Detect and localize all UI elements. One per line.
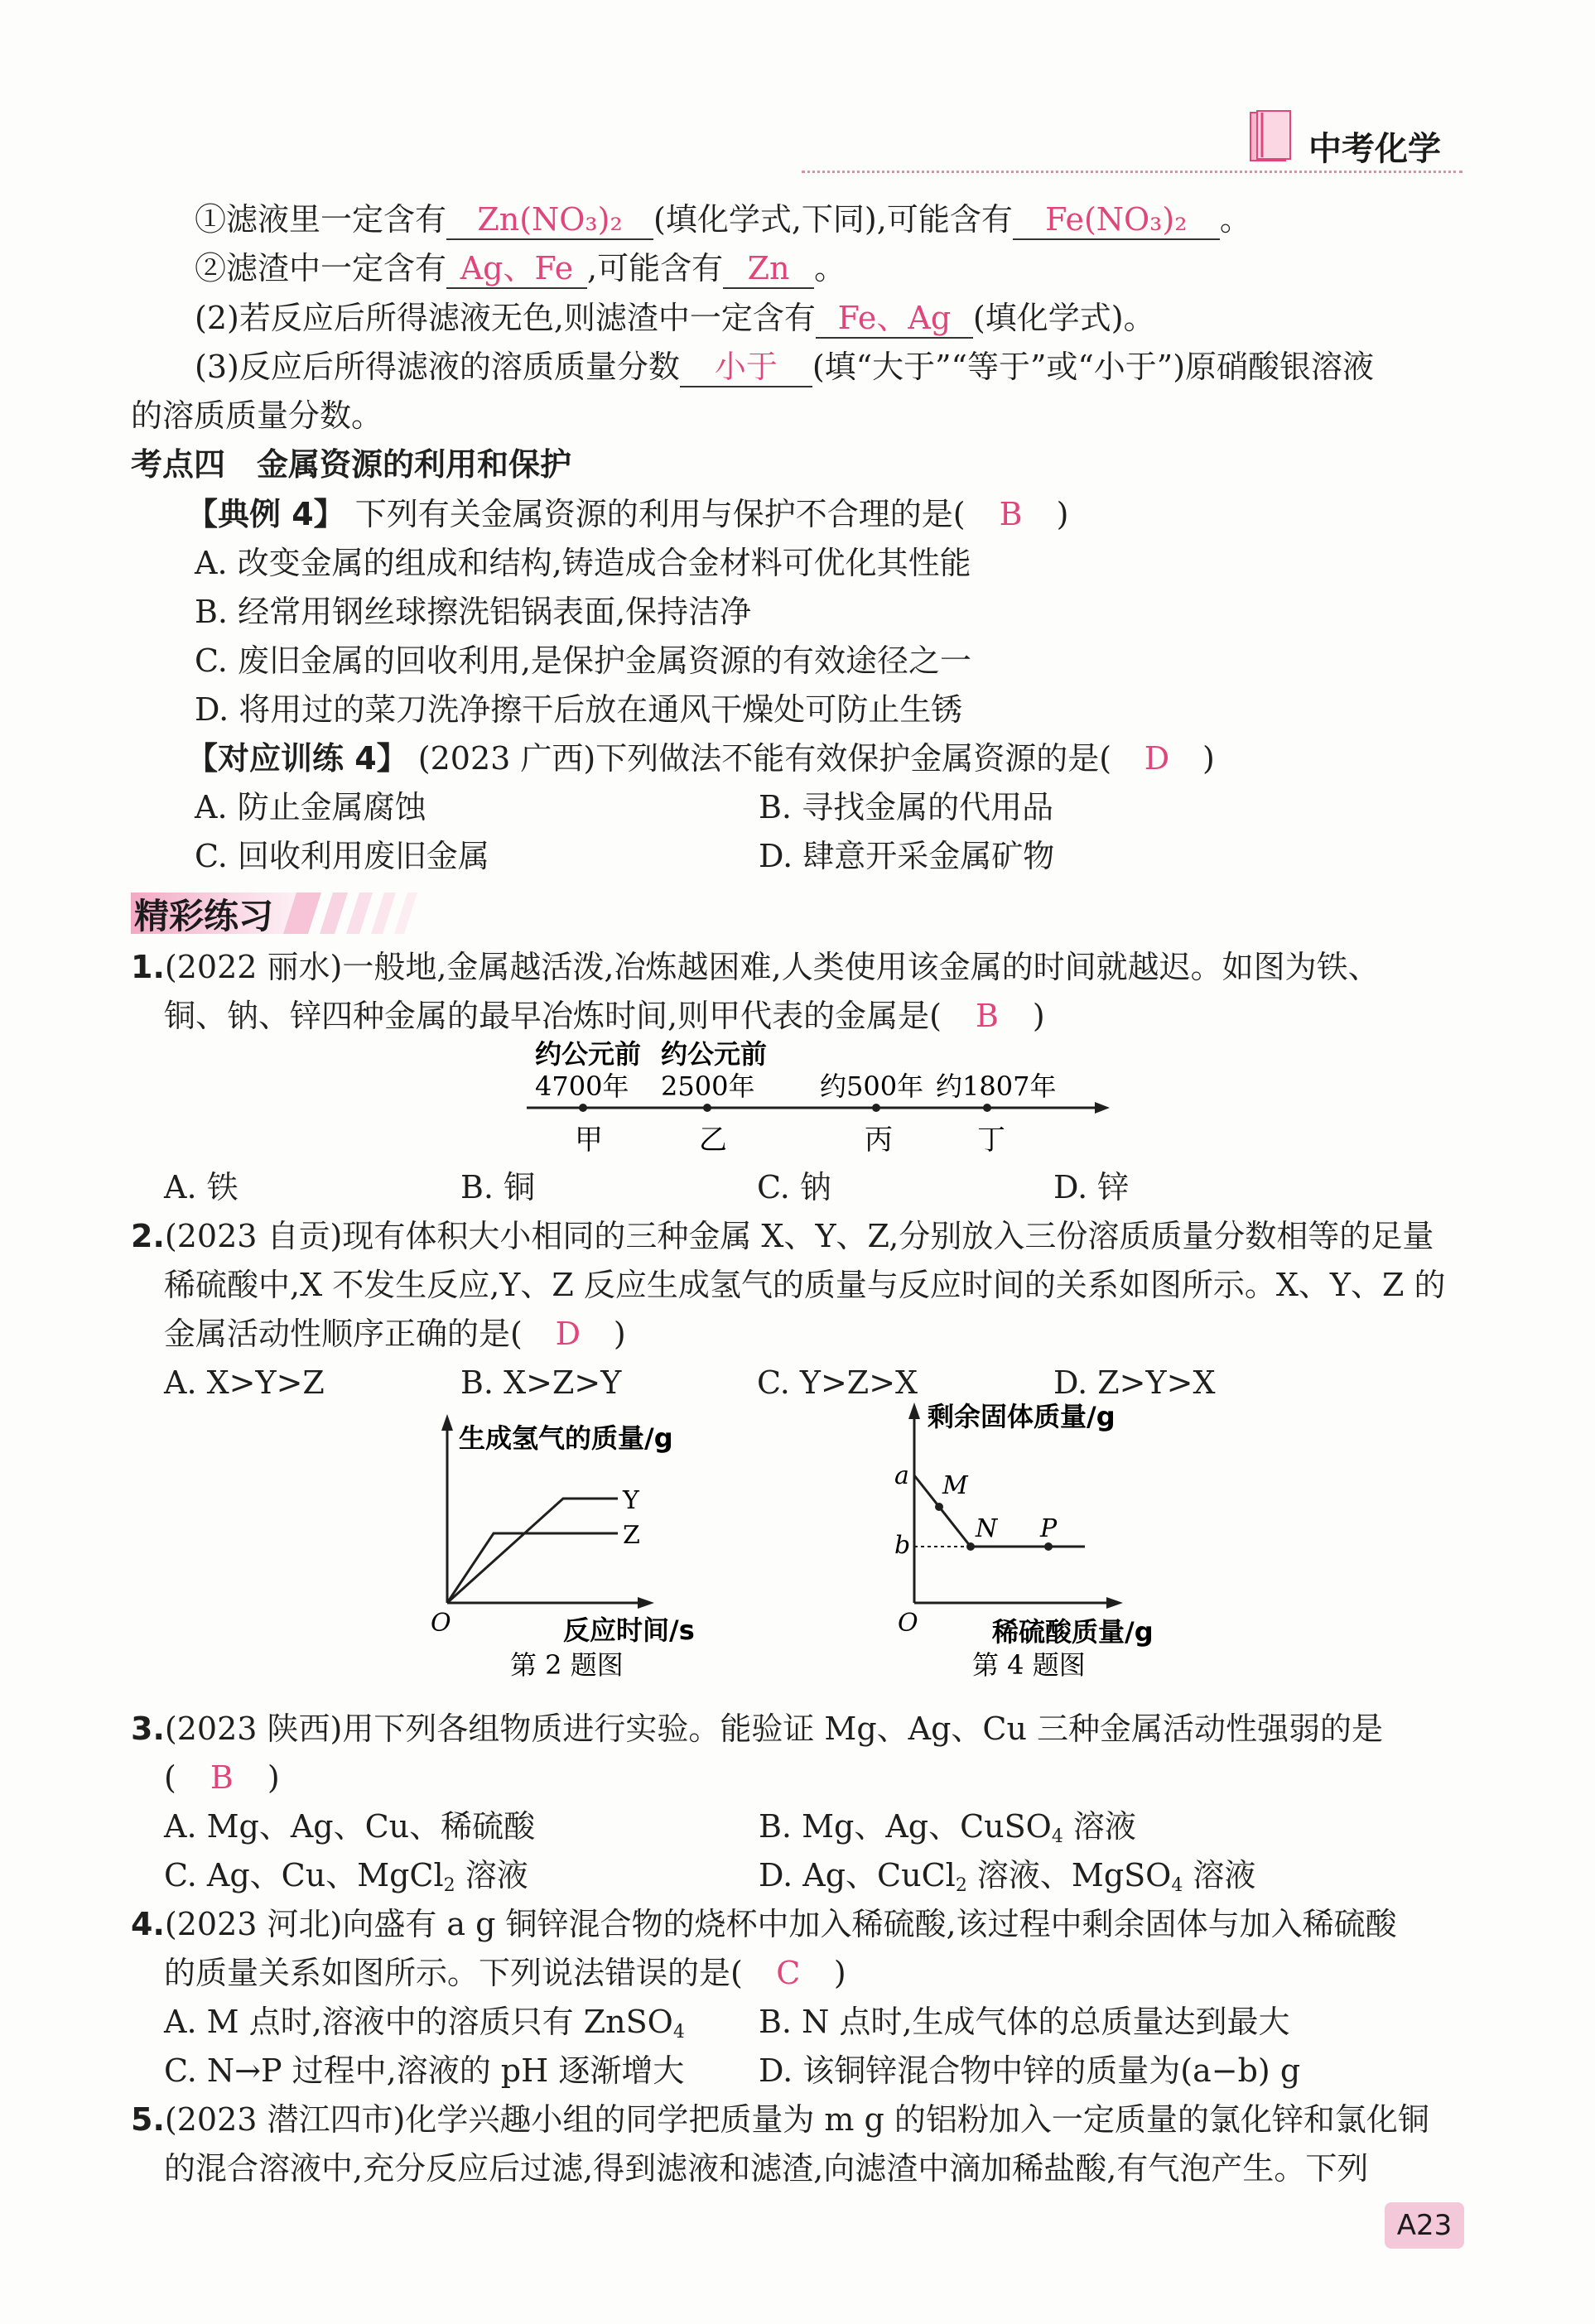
option-d: D. 锌 <box>1053 1169 1130 1205</box>
series-line <box>914 1475 1085 1547</box>
p-label: P <box>1040 1514 1058 1543</box>
option-b: B. 经常用钢丝球擦洗铝锅表面,保持洁净 <box>195 594 752 630</box>
option-a: A. M 点时,溶液中的溶质只有 ZnSO$_4$ <box>164 2004 685 2043</box>
option-a: A. 防止金属腐蚀 <box>195 789 426 825</box>
option-c: C. 钠 <box>757 1169 831 1205</box>
option-a: A. 铁 <box>164 1169 239 1205</box>
timeline-label-yi: 乙 <box>699 1124 727 1157</box>
answer-blank: 小于 <box>680 348 812 387</box>
training-4: 【对应训练 4】 (2023 广西)下列做法不能有效保护金属资源的是( D ) <box>186 735 1215 782</box>
option-d: D. Ag、CuCl$_2$ 溶液、MgSO$_4$ 溶液 <box>759 1857 1256 1896</box>
figure-2-caption: 第 2 题图 <box>510 1649 624 1681</box>
option-a: A. X>Y>Z <box>164 1364 325 1401</box>
figure-4-caption: 第 4 题图 <box>972 1649 1086 1681</box>
timeline-point <box>872 1104 880 1112</box>
point-m <box>935 1503 943 1511</box>
prev-line-4: (3)反应后所得滤液的溶质质量分数 小于 (填“大于”“等于”或“小于”)原硝酸银溶液 <box>195 344 1374 390</box>
option-c: C. Ag、Cu、MgCl$_2$ 溶液 <box>164 1857 528 1896</box>
y-axis-label: 生成氢气的质量/g <box>459 1422 673 1454</box>
series-z <box>447 1533 618 1603</box>
question-1: 1.(2022 丽水)一般地,金属越活泼,冶炼越困难,人类使用该金属的时间就越迟。如图为铁、 <box>131 949 1380 985</box>
answer-choice: C <box>776 1955 801 1991</box>
option-b: B. X>Z>Y <box>460 1364 622 1401</box>
series-y <box>447 1499 618 1603</box>
option-c: C. 废旧金属的回收利用,是保护金属资源的有效途径之一 <box>195 642 971 679</box>
prev-line-3: (2)若反应后所得滤液无色,则滤渣中一定含有 Fe、Ag (填化学式)。 <box>195 295 1155 341</box>
option-d: D. 将用过的菜刀洗净擦干后放在通风干燥处可防止生锈 <box>195 691 963 728</box>
header-divider <box>802 171 1462 173</box>
timeline-top-2: 约公元前 <box>661 1038 768 1070</box>
answer-blank: Ag、Fe <box>446 249 587 289</box>
series-z-label: Z <box>623 1521 640 1550</box>
option-b: B. N 点时,生成气体的总质量达到最大 <box>759 2004 1290 2040</box>
timeline-label-bing: 丙 <box>865 1124 893 1157</box>
timeline-point <box>579 1104 587 1112</box>
question-3-line-2: ( B ) <box>164 1754 280 1801</box>
origin-label: O <box>898 1609 918 1638</box>
timeline-top-1: 约公元前 <box>535 1038 642 1070</box>
series-y-label: Y <box>623 1486 639 1515</box>
x-axis-arrow <box>1106 1597 1123 1609</box>
prev-line-2: ②滤渣中一定含有 Ag、Fe ,可能含有 Zn 。 <box>195 245 846 291</box>
x-axis-arrow <box>638 1597 654 1609</box>
x-axis-label: 稀硫酸质量/g <box>992 1616 1154 1648</box>
a-label: a <box>894 1461 909 1490</box>
answer-choice: B <box>210 1759 234 1796</box>
y-axis-arrow <box>441 1414 453 1431</box>
timeline-point <box>983 1104 991 1112</box>
answer-blank: Fe、Ag <box>816 299 973 339</box>
x-axis-label: 反应时间/s <box>563 1614 695 1646</box>
timeline-year-3: 约500年 <box>820 1071 924 1102</box>
timeline-year-4: 约1807年 <box>936 1071 1057 1102</box>
option-a: A. 改变金属的组成和结构,铸造成合金材料可优化其性能 <box>195 545 971 581</box>
page-number: A23 <box>1385 2202 1464 2249</box>
point-n <box>966 1542 975 1551</box>
timeline-label-jia: 甲 <box>575 1124 603 1157</box>
timeline-figure <box>505 1033 1118 1166</box>
option-a: A. Mg、Ag、Cu、稀硫酸 <box>164 1808 536 1845</box>
timeline-arrow <box>1095 1102 1110 1114</box>
answer-choice: D <box>555 1316 581 1352</box>
prev-line-5: 的溶质质量分数。 <box>131 397 383 434</box>
option-b: B. 寻找金属的代用品 <box>759 789 1054 825</box>
answer-blank: Zn <box>723 249 814 289</box>
m-label: M <box>942 1471 968 1500</box>
question-4-line-2: 的质量关系如图所示。下列说法错误的是( C ) <box>164 1950 846 1996</box>
option-d: D. 肆意开采金属矿物 <box>759 838 1055 874</box>
n-label: N <box>976 1514 998 1543</box>
option-c: C. N→P 过程中,溶液的 pH 逐渐增大 <box>164 2052 685 2089</box>
section-heading: 考点四 金属资源的利用和保护 <box>131 446 572 483</box>
origin-label: O <box>431 1609 451 1638</box>
example-4: 【典例 4】 下列有关金属资源的利用与保护不合理的是( B ) <box>186 491 1068 537</box>
timeline-point <box>703 1104 711 1112</box>
option-c: C. Y>Z>X <box>757 1364 918 1401</box>
answer-choice: B <box>999 496 1023 532</box>
answer-blank: Fe(NO₃)₂ <box>1013 200 1220 240</box>
question-2: 2.(2023 自贡)现有体积大小相同的三种金属 X、Y、Z,分别放入三份溶质质量分数相等的足量 <box>131 1218 1434 1254</box>
book-icon <box>1249 109 1294 164</box>
point-p <box>1044 1542 1053 1551</box>
answer-choice: D <box>1144 740 1170 777</box>
option-d: D. Z>Y>X <box>1053 1364 1216 1401</box>
prev-line-1: ①滤液里一定含有 Zn(NO₃)₂ (填化学式,下同),可能含有 Fe(NO₃)₂ 。 <box>195 196 1251 243</box>
question-1-line-2: 铜、钠、锌四种金属的最早冶炼时间,则甲代表的金属是( B ) <box>164 993 1045 1039</box>
option-b: B. 铜 <box>460 1169 536 1205</box>
timeline-year-2: 2500年 <box>661 1071 755 1102</box>
b-label: b <box>894 1531 911 1560</box>
question-2-line-3: 金属活动性顺序正确的是( D ) <box>164 1311 626 1357</box>
timeline-year-1: 4700年 <box>535 1071 629 1102</box>
question-4: 4.(2023 河北)向盛有 a g 铜锌混合物的烧杯中加入稀硫酸,该过程中剩余固体与加入稀硫酸 <box>131 1906 1397 1942</box>
y-axis-arrow <box>908 1403 920 1419</box>
option-d: D. 该铜锌混合物中锌的质量为(a−b) g <box>759 2052 1301 2089</box>
timeline-label-ding: 丁 <box>977 1124 1005 1157</box>
question-3: 3.(2023 陕西)用下列各组物质进行实验。能验证 Mg、Ag、Cu 三种金属活动性强弱的是 <box>131 1711 1384 1747</box>
option-c: C. 回收利用废旧金属 <box>195 838 489 874</box>
answer-blank: Zn(NO₃)₂ <box>446 200 653 240</box>
figure-2-graph <box>431 1407 745 1681</box>
question-5: 5.(2023 潜江四市)化学兴趣小组的同学把质量为 m g 的铝粉加入一定质量的氯化锌和氯化铜 <box>131 2101 1429 2138</box>
question-2-line-2: 稀硫酸中,X 不发生反应,Y、Z 反应生成氢气的质量与反应时间的关系如图所示。X、Y、Z 的 <box>164 1267 1446 1303</box>
question-5-line-2: 的混合溶液中,充分反应后过滤,得到滤液和滤渣,向滤渣中滴加稀盐酸,有气泡产生。下列 <box>164 2150 1369 2187</box>
section-title: 精彩练习 <box>134 896 274 936</box>
figure-4-graph <box>886 1394 1159 1681</box>
header-title: 中考化学 <box>1308 130 1441 168</box>
y-axis-label: 剩余固体质量/g <box>928 1401 1116 1432</box>
option-b: B. Mg、Ag、CuSO$_4$ 溶液 <box>759 1808 1136 1847</box>
answer-choice: B <box>975 998 999 1034</box>
